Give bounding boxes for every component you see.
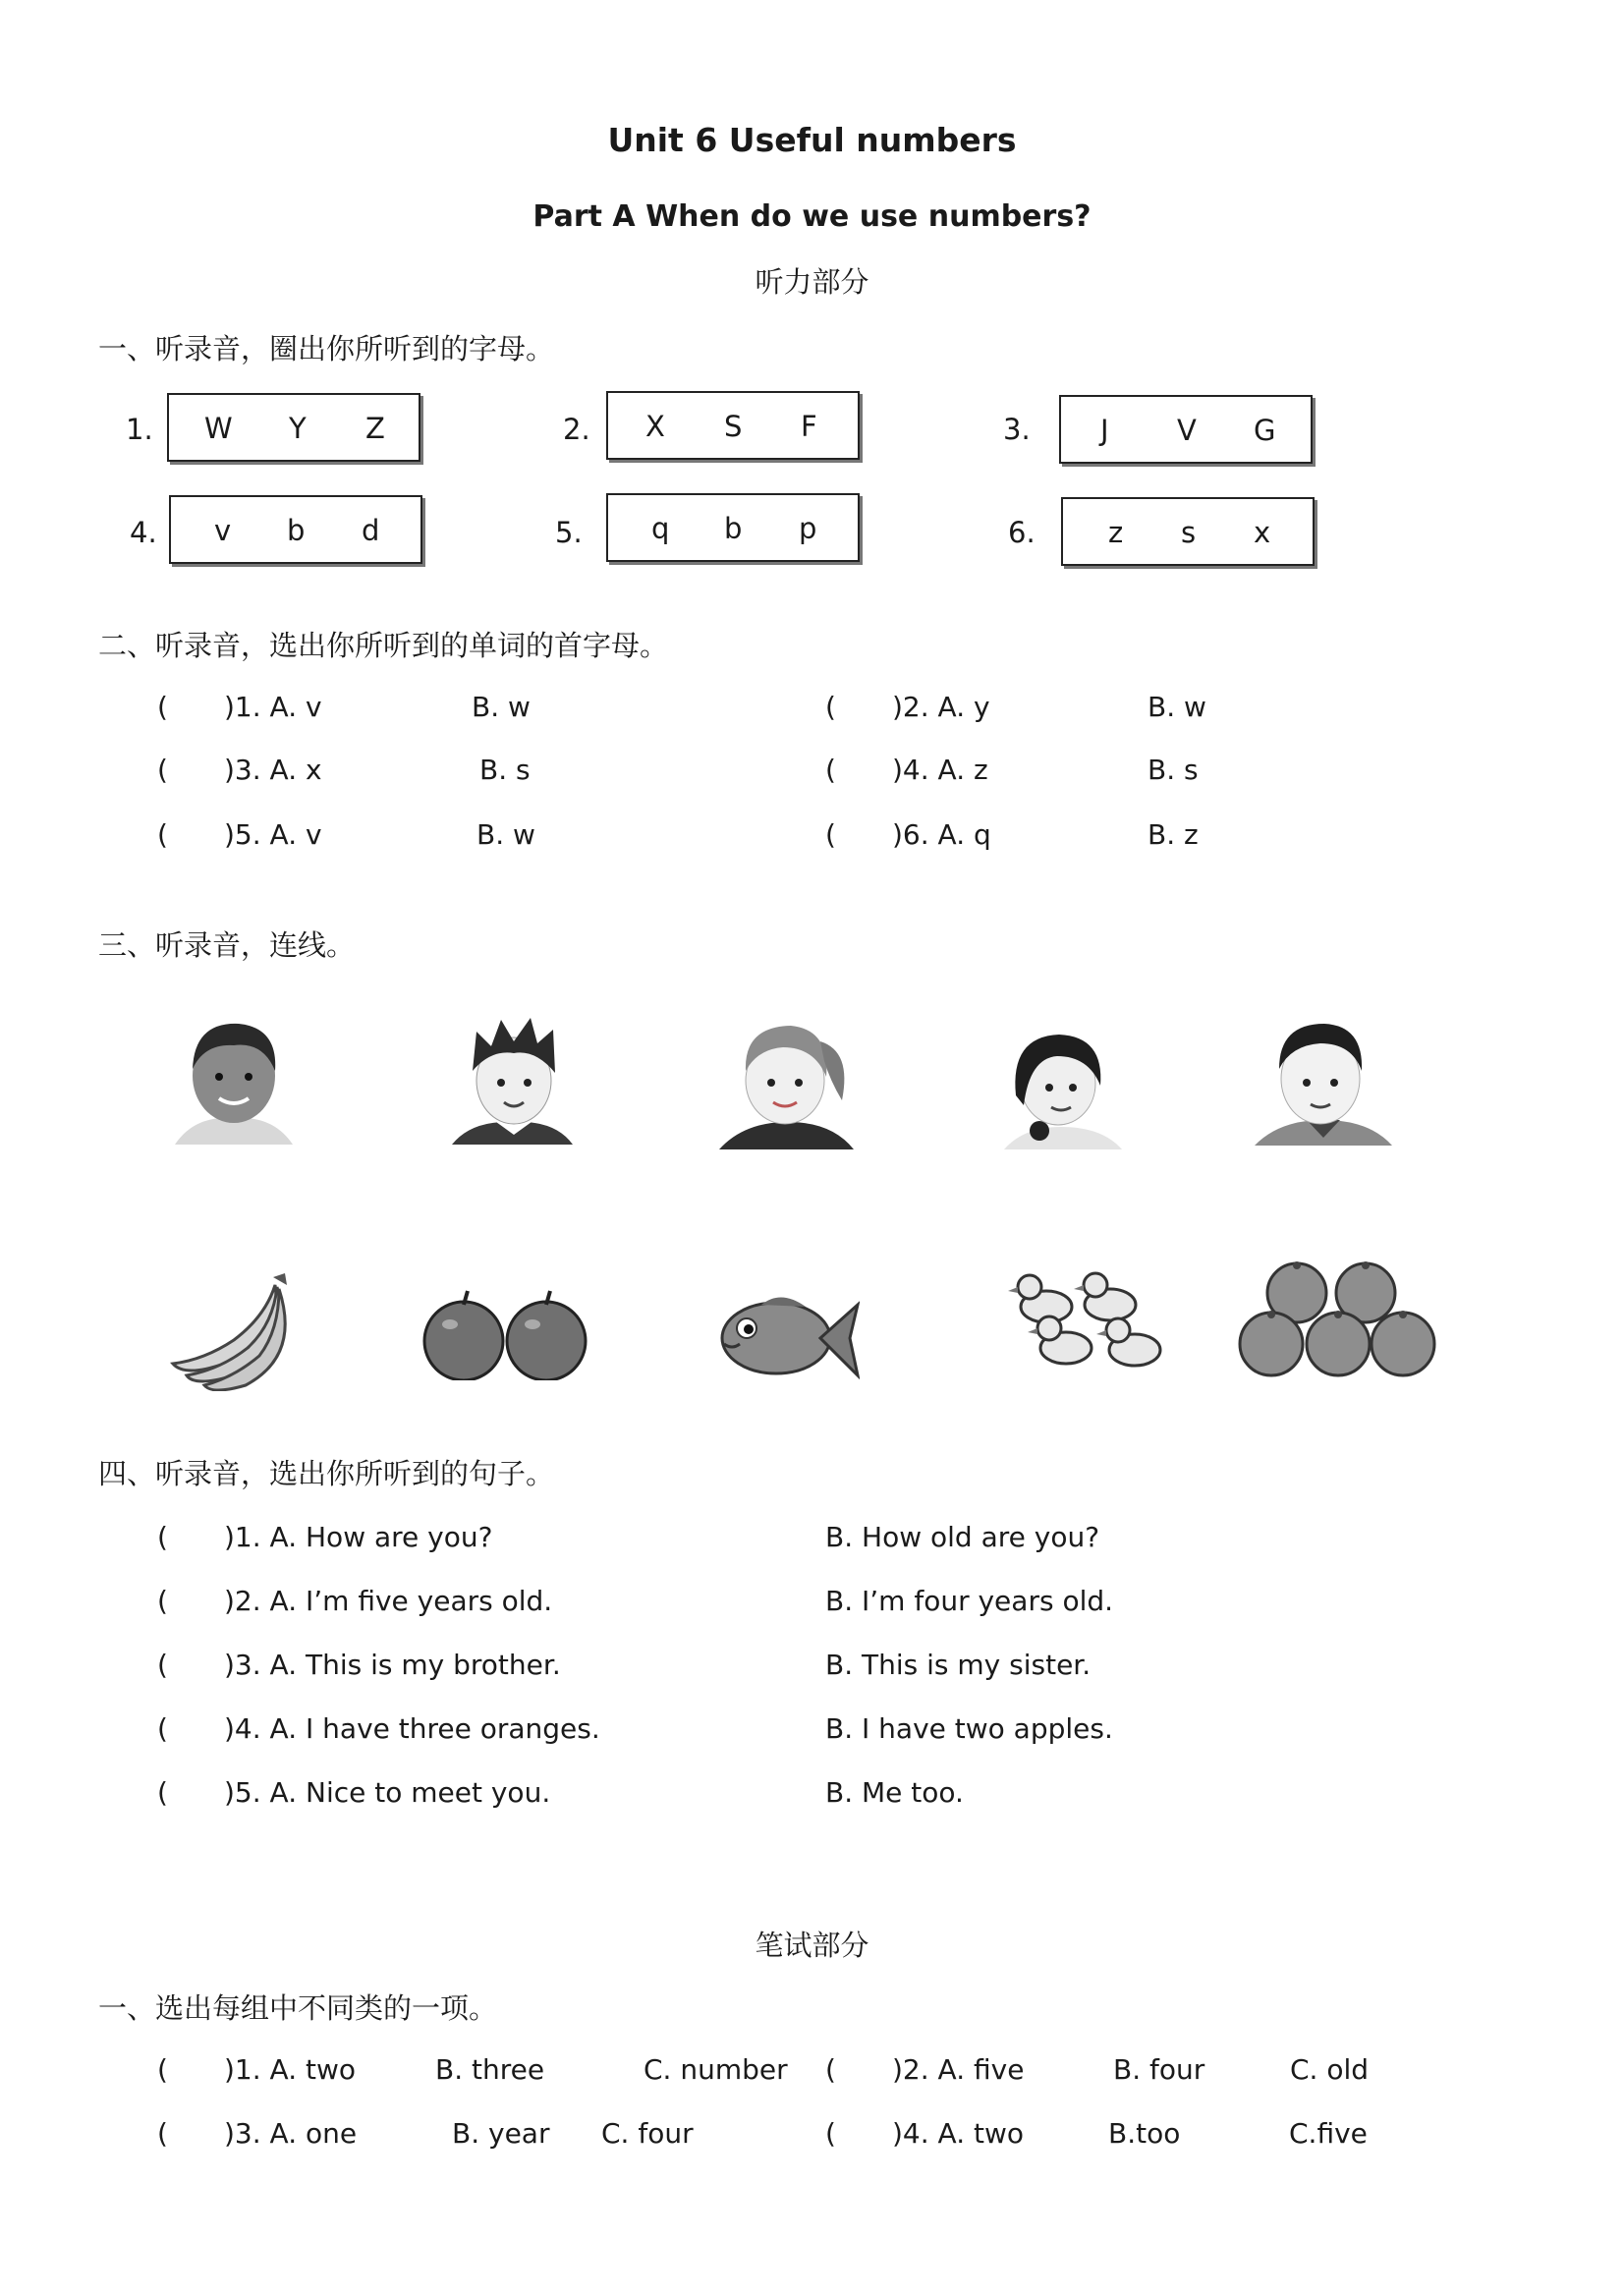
option-c: C.five [1289, 2117, 1368, 2150]
answer-paren[interactable]: ( [157, 818, 168, 851]
letter-item-number: 4. [130, 516, 157, 549]
answer-paren[interactable]: ( [825, 2053, 836, 2086]
fish-picture[interactable] [712, 1287, 860, 1385]
option-a: )3. A. x [224, 754, 322, 786]
letter-option[interactable]: s [1181, 516, 1197, 549]
girl-ponytail-picture[interactable] [714, 1012, 860, 1149]
answer-paren[interactable]: ( [157, 1649, 168, 1681]
letter-box [169, 495, 422, 564]
letter-option[interactable]: p [799, 512, 817, 545]
letter-option[interactable]: F [801, 410, 817, 443]
option-a: )6. A. q [892, 818, 991, 851]
answer-paren[interactable]: ( [157, 2053, 168, 2086]
section1-heading: 一、听录音，圈出你所听到的字母。 [98, 332, 555, 365]
answer-paren[interactable]: ( [157, 1521, 168, 1553]
sentence-option-b: B. I have two apples. [825, 1712, 1113, 1745]
two-apples-picture[interactable] [420, 1287, 592, 1380]
letter-item-number: 6. [1008, 516, 1036, 549]
option-b: B. four [1113, 2053, 1205, 2086]
sentence-option-a: )3. A. This is my brother. [224, 1649, 561, 1681]
letter-option[interactable]: q [651, 512, 670, 545]
listening-section-header: 听力部分 [755, 265, 869, 299]
section4-heading: 四、听录音，选出你所听到的句子。 [98, 1457, 555, 1490]
option-b: B. s [1148, 754, 1199, 786]
five-oranges-picture[interactable] [1236, 1258, 1437, 1380]
option-a: )3. A. one [224, 2117, 358, 2150]
girl-bob-picture[interactable] [994, 1017, 1127, 1149]
section3-heading: 三、听录音，连线。 [98, 928, 356, 962]
letter-item-number: 2. [563, 413, 590, 446]
option-b: B. year [452, 2117, 550, 2150]
letter-option[interactable]: d [362, 514, 380, 547]
letter-option[interactable]: z [1108, 516, 1124, 549]
letter-option[interactable]: Z [365, 412, 385, 445]
option-b: B.too [1108, 2117, 1181, 2150]
option-c: C. four [601, 2117, 694, 2150]
letter-option[interactable]: Y [289, 412, 307, 445]
option-b: B. three [435, 2053, 545, 2086]
sentence-option-b: B. How old are you? [825, 1521, 1100, 1553]
option-a: )1. A. two [224, 2053, 357, 2086]
boy-spiky-hair-picture[interactable] [447, 1012, 580, 1145]
option-b: B. s [479, 754, 531, 786]
option-a: )4. A. two [892, 2117, 1025, 2150]
four-ducks-picture[interactable] [1002, 1267, 1174, 1375]
sentence-option-a: )5. A. Nice to meet you. [224, 1776, 551, 1809]
letter-box [606, 391, 860, 460]
option-a: )4. A. z [892, 754, 988, 786]
option-b: B. w [472, 691, 531, 723]
letter-option[interactable]: b [724, 512, 743, 545]
answer-paren[interactable]: ( [157, 2117, 168, 2150]
letter-option[interactable]: v [214, 514, 232, 547]
option-b: B. w [476, 818, 535, 851]
letter-option[interactable]: S [724, 410, 743, 443]
sentence-option-a: )4. A. I have three oranges. [224, 1712, 600, 1745]
option-a: )1. A. v [224, 691, 322, 723]
section2-heading: 二、听录音，选出你所听到的单词的首字母。 [98, 629, 669, 662]
bananas-picture[interactable] [165, 1265, 298, 1391]
letter-option[interactable]: V [1177, 414, 1197, 447]
letter-option[interactable]: J [1100, 414, 1109, 447]
sentence-option-b: B. Me too. [825, 1776, 964, 1809]
boy-dark-hair-picture[interactable] [165, 1012, 303, 1145]
answer-paren[interactable]: ( [157, 1712, 168, 1745]
letter-option[interactable]: W [204, 412, 233, 445]
page-subtitle: Part A When do we use numbers? [532, 199, 1092, 234]
boy-short-hair-picture[interactable] [1250, 1010, 1397, 1146]
answer-paren[interactable]: ( [825, 2117, 836, 2150]
letter-item-number: 3. [1003, 413, 1031, 446]
option-c: C. number [644, 2053, 788, 2086]
letter-box [606, 493, 860, 562]
section5-heading: 一、选出每组中不同类的一项。 [98, 1991, 498, 2025]
option-a: )2. A. five [892, 2053, 1025, 2086]
option-a: )2. A. y [892, 691, 990, 723]
sentence-option-a: )1. A. How are you? [224, 1521, 493, 1553]
answer-paren[interactable]: ( [157, 754, 168, 786]
answer-paren[interactable]: ( [157, 1585, 168, 1617]
sentence-option-a: )2. A. I’m five years old. [224, 1585, 553, 1617]
answer-paren[interactable]: ( [825, 754, 836, 786]
answer-paren[interactable]: ( [157, 1776, 168, 1809]
page-title: Unit 6 Useful numbers [607, 121, 1017, 159]
answer-paren[interactable]: ( [825, 691, 836, 723]
sentence-option-b: B. I’m four years old. [825, 1585, 1114, 1617]
letter-option[interactable]: b [287, 514, 306, 547]
letter-item-number: 1. [126, 413, 153, 446]
answer-paren[interactable]: ( [825, 818, 836, 851]
option-c: C. old [1290, 2053, 1370, 2086]
letter-box [1061, 497, 1315, 566]
sentence-option-b: B. This is my sister. [825, 1649, 1092, 1681]
option-b: B. z [1148, 818, 1199, 851]
answer-paren[interactable]: ( [157, 691, 168, 723]
letter-option[interactable]: x [1254, 516, 1271, 549]
option-b: B. w [1148, 691, 1206, 723]
writing-section-header: 笔试部分 [755, 1929, 869, 1962]
option-a: )5. A. v [224, 818, 322, 851]
letter-box [167, 393, 420, 462]
letter-option[interactable]: G [1254, 414, 1276, 447]
letter-box [1059, 395, 1313, 464]
letter-item-number: 5. [555, 516, 583, 549]
letter-option[interactable]: X [645, 410, 665, 443]
